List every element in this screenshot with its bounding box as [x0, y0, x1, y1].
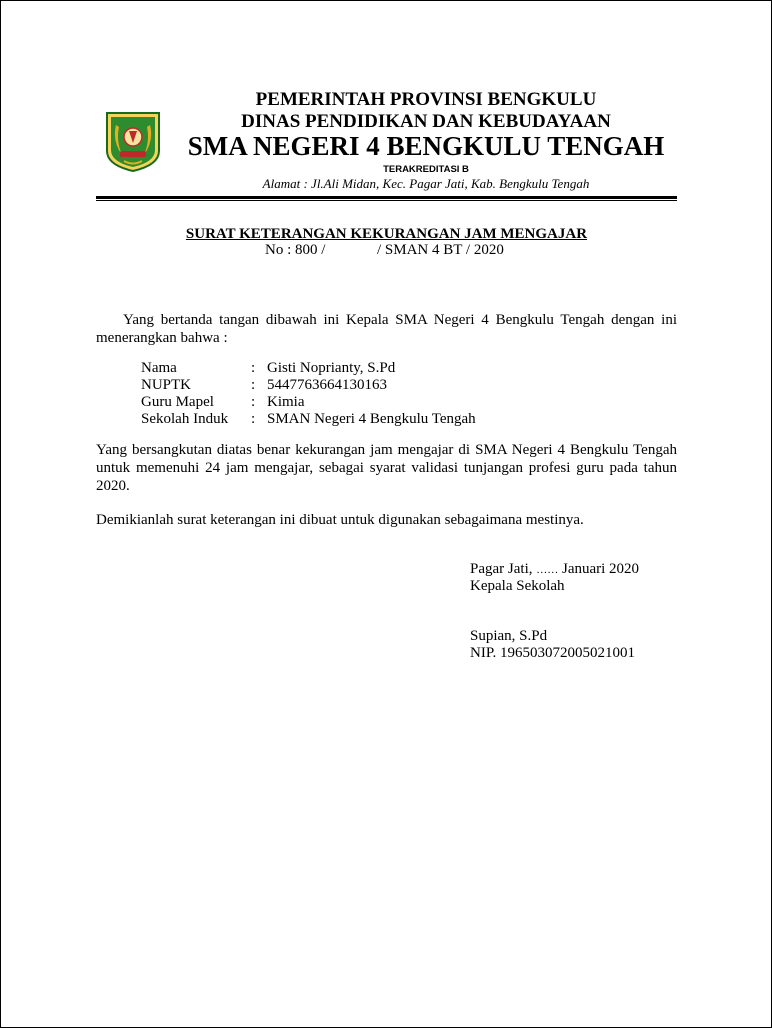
field-value: 5447763664130163: [267, 377, 387, 393]
intro-paragraph: Yang bertanda tangan dibawah ini Kepala SMA Negeri 4 Bengkulu Tengah dengan ini menerangkan bahwa :: [96, 312, 677, 346]
signature-date-dots: ……: [536, 564, 559, 576]
signature-position: Kepala Sekolah: [470, 578, 565, 594]
signatory-name: Supian, S.Pd: [470, 628, 548, 644]
body-paragraph: Yang bersangkutan diatas benar kekurangan jam mengajar di SMA Negeri 4 Bengkulu Tengah untuk memenuhi 24 jam mengajar, sebagai syarat validasi tunjangan profesi guru pada tahun 2020.: [96, 442, 677, 494]
field-separator: :: [251, 411, 256, 427]
school-name: SMA NEGERI 4 BENGKULU TENGAH: [187, 131, 665, 161]
department-heading: DINAS PENDIDIKAN DAN KEBUDAYAAN: [241, 111, 611, 132]
field-separator: :: [251, 360, 256, 376]
provincial-crest-icon: [104, 111, 162, 173]
letterhead-rule-thick: [96, 196, 677, 199]
field-label: Guru Mapel: [141, 394, 214, 410]
field-value: Gisti Noprianty, S.Pd: [267, 360, 396, 376]
signature-place: Pagar Jati,: [470, 561, 533, 577]
field-value: Kimia: [267, 394, 305, 410]
field-label: Sekolah Induk: [141, 411, 229, 427]
signature-place-date: [470, 561, 639, 578]
field-label: Nama: [141, 360, 177, 376]
letter-title: SURAT KETERANGAN KEKURANGAN JAM MENGAJAR: [185, 226, 588, 242]
closing-paragraph: Demikianlah surat keterangan ini dibuat untuk digunakan sebagaimana mestinya.: [96, 512, 584, 528]
letterhead-rule-thin: [96, 200, 677, 201]
signature-date: Januari 2020: [561, 561, 640, 577]
field-value: SMAN Negeri 4 Bengkulu Tengah: [267, 411, 476, 427]
letter-number-prefix: No : 800 /: [265, 242, 326, 258]
letter-number-suffix: / SMAN 4 BT / 2020: [377, 242, 504, 258]
government-heading: PEMERINTAH PROVINSI BENGKULU: [255, 89, 597, 110]
signatory-nip: NIP. 196503072005021001: [470, 645, 636, 661]
field-separator: :: [251, 377, 256, 393]
school-address: Alamat : Jl.Ali Midan, Kec. Pagar Jati, Kab. Bengkulu Tengah: [262, 176, 590, 191]
field-separator: :: [251, 394, 256, 410]
accreditation-label: TERAKREDITASI B: [383, 164, 469, 175]
field-label: NUPTK: [141, 377, 192, 393]
